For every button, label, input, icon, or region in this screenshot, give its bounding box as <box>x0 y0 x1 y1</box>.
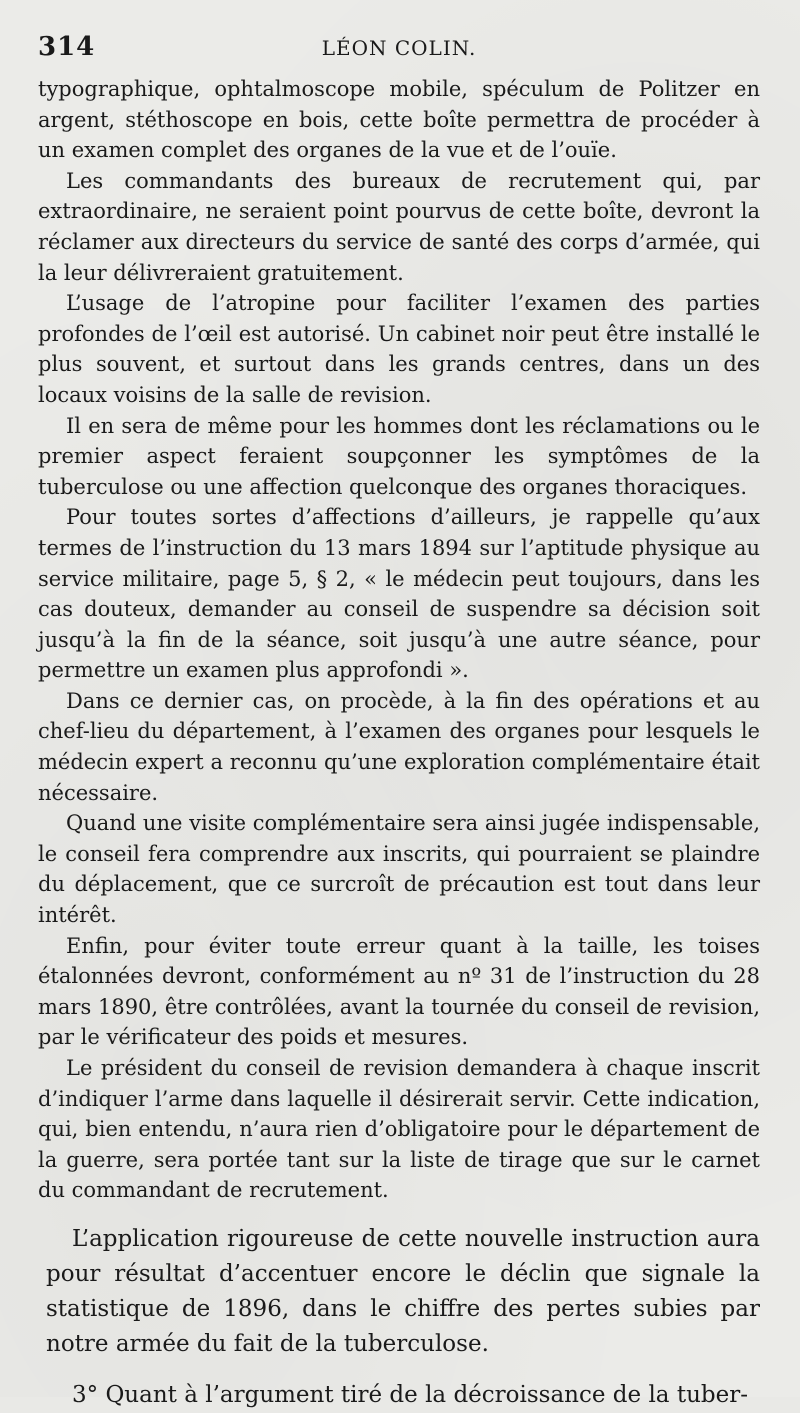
paragraph-president-arm-choice: Le président du conseil de revision demandera à chaque inscrit d’indiquer l’arme dans laquelle il désirerait servir. Cette indication, qui, bien entendu, n’aura rien d’obligatoire pour le département de la guerre, sera portée tant sur la liste de tirage que sur le carnet du commandant de recrutement. <box>38 1056 760 1203</box>
paragraph-last-case: Dans ce dernier cas, on procède, à la fin des opérations et au chef-lieu du département, à l’examen des organes pour lesquels le médecin expert a reconnu qu’une exploration complémentaire était nécessaire. <box>38 688 760 805</box>
paragraph-complementary-visit: Quand une visite complémentaire sera ainsi jugée indispensable, le conseil fera comprendre aux inscrits, qui pourraient se plaindre du déplacement, que ce surcroît de précaution est tout dans leur intérêt. <box>38 811 760 928</box>
paragraph-height-gauges: Enfin, pour éviter toute erreur quant à la taille, les toises étalonnées devront, conformément au nº 31 de l’instruction du 28 mars 1890, être contrôlées, avant la tournée du conseil de revision, par le vérificateur des poids et mesures. <box>38 933 760 1050</box>
paragraph-continuation: typographique, ophtalmoscope mobile, spéculum de Politzer en argent, stéthoscope en bois, cette boîte permettra de procéder à un examen complet des organes de la vue et de l’ouïe. <box>38 77 760 163</box>
body-text <box>38 74 760 1413</box>
paragraph-application: L’application rigoureuse de cette nouvelle instruction aura pour résultat d’accentuer encore le déclin que signale la statistique de 1896, dans le chiffre des pertes subies par notre armée du fait de la tuberculose. <box>46 1225 760 1357</box>
page-header <box>38 28 760 64</box>
running-head: LÉON COLIN. <box>321 36 477 60</box>
page-number: 314 <box>38 32 96 62</box>
paragraph-instruction-1894: Pour toutes sortes d’affections d’ailleurs, je rappelle qu’aux termes de l’instruction du 13 mars 1894 sur l’aptitude physique au service militaire, page 5, § 2, « le médecin peut toujours, dans les cas douteux, demander au conseil de suspendre sa décision soit jusqu’à la fin de la séance, soit jusqu’à une autre séance, pour permettre un examen plus approfondi ». <box>38 505 760 683</box>
paragraph-recruitment-offices: Les commandants des bureaux de recrutement qui, par extraordinaire, ne seraient point pourvus de cette boîte, devront la réclamer aux directeurs du service de santé des corps d’armée, qui la leur délivreraient gratuitement. <box>38 168 760 285</box>
paragraph-atropine: L’usage de l’atropine pour faciliter l’examen des parties profondes de l’œil est autorisé. Un cabinet noir peut être installé le plus souvent, et surtout dans les grands centres, dans un des locaux voisins de la salle de revision. <box>38 291 760 407</box>
paragraph-tuberculosis-suspicion: Il en sera de même pour les hommes dont les réclamations ou le premier aspect feraient soupçonner les symptômes de la tuberculose ou une affection quelconque des organes thoraciques. <box>38 413 760 499</box>
paragraph-point-three: 3° Quant à l’argument tiré de la décroissance de la tuber- <box>72 1381 748 1408</box>
